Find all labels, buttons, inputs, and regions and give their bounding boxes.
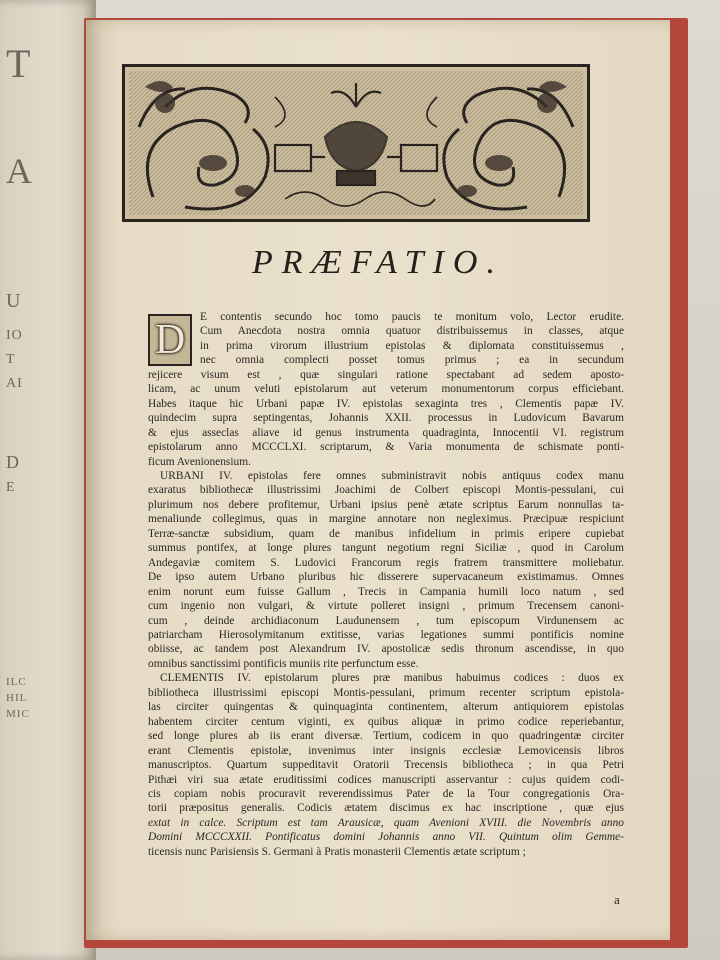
left-page-fragment: ILC xyxy=(6,676,27,688)
paragraph-lead: CLEMENTIS IV. xyxy=(160,672,251,685)
text-line-rest: epistolarum plures præ manibus habuimus codices : duos ex xyxy=(250,672,624,685)
text-line: cum ingenio non vulgari, & virtute polleret insigni , primum Trecensem canoni- xyxy=(148,600,624,613)
left-page xyxy=(0,0,96,960)
text-line xyxy=(148,469,624,483)
left-page-fragment: D xyxy=(6,452,20,472)
left-page-fragment: HIL xyxy=(6,692,28,704)
text-line: exaratus bibliothecæ illustrissimi Joachimi de Colbert episcopi Montis-pessulani, cui xyxy=(148,484,624,497)
text-line: rejicere visum est , quæ singulari ratione spectabant ad sedem aposto- xyxy=(148,368,624,381)
text-line: Terræ-sanctæ subsidium, quam de manibus infidelium in primis eripere cupiebat xyxy=(148,527,624,540)
text-line xyxy=(148,671,624,685)
text-line: in prima virorum illustrium epistolas & diplomata constituissemus , xyxy=(200,339,624,352)
text-line: cis copiam nobis procuravit reverendissimus Pater de la Tour congregationis Ora- xyxy=(148,787,624,800)
text-line: licam, ac unum veluti epistolarum aut veterum monumentorum corpus efficiebant. xyxy=(148,383,624,396)
paragraph-1 xyxy=(148,310,624,469)
text-line: extat in calce. Scriptum est tam Arausicæ, quam Avenioni XVIII. die Novembris anno xyxy=(148,816,624,829)
page-title: PRÆFATIO. xyxy=(252,244,504,281)
text-line: quindecim supra septingentas, Johannis XXII. processus in Ludovicum Bavarum xyxy=(148,412,624,425)
text-line: summus pontifex, at longe plures tangunt negotium regni Siciliæ , quod in Carolum xyxy=(148,542,624,555)
text-line: manuscriptos. Quartum suppeditavit Oratorii Trecensis bibliotheca ; in qua Petri xyxy=(148,759,624,772)
text-line: cum , deinde archidiaconum Laudunensem , tum episcopum Virdunensem ac xyxy=(148,614,624,627)
text-line: Cum Anecdota nostra omnia quatuor distribuissemus in classes, atque xyxy=(200,325,624,338)
text-line: Domini MCCCXXII. Pontificatus domini Johannis anno VII. Quintum olim Gemme- xyxy=(148,831,624,844)
text-line: sed longe plures ab iis erant diversæ. Tertium, codicem in quo quadringentæ circiter xyxy=(148,730,624,743)
preface-text xyxy=(148,310,624,859)
text-line: ticensis nunc Parisiensis S. Germani à Pratis monasterii Clementis ætate scriptum ; xyxy=(148,845,526,858)
left-page-fragment: T xyxy=(6,41,32,86)
text-line: epistolarum anno MCCCLXI. scriptarum, & Varia monumenta de schismate ponti- xyxy=(148,441,624,454)
text-line: Pithæi viri sua ætate eruditissimi codices manuscripti asservantur : cujus quidem codi- xyxy=(148,773,624,786)
paragraph-3 xyxy=(148,671,624,859)
text-line: bibliotheca illustrissimi episcopi Montis-pessulani, primum recenter scriptum epistola- xyxy=(148,686,624,699)
text-line: De ipso autem Urbano pluribus hic disserere supervacaneum existimamus. Omnes xyxy=(148,571,624,584)
book-page xyxy=(86,20,670,940)
text-line: ficum Avenionensium. xyxy=(148,455,251,468)
text-line: plurimum nos debere profitemur, Urbani ipsius penè ætate scriptus Earum nonnullas ta- xyxy=(148,498,624,511)
text-line: erant Clementis epistolæ, invenimus inter insignis ecclesiæ Lemovicensis libros xyxy=(148,744,624,757)
text-line: habentem circiter centum viginti, ex quibus aliquæ in primo codice reperiebantur, xyxy=(148,715,624,728)
ornamental-headpiece xyxy=(122,64,590,222)
left-page-fragment: MIC xyxy=(6,708,30,720)
text-line: menaliunde collegimus, quas in margine annotare non neglеximus. Præcipuæ respiciunt xyxy=(148,513,624,526)
left-page-fragment: A xyxy=(6,151,33,191)
text-line: Andegaviæ comitem S. Ludovici Francorum regis fratrem transmittere moliebatur. xyxy=(148,556,624,569)
initial-letter: D xyxy=(154,317,186,363)
signature-mark: a xyxy=(614,892,620,907)
left-page-fragment: AI xyxy=(6,376,23,391)
text-line: enim norunt eum fuisse Gallum , Trecis in Campania humili loco natum , sed xyxy=(148,585,624,598)
text-line: obiisse, ac tandem post Alexandrum IV. apostolicæ sedis thronum ascendisse, in quo xyxy=(148,643,624,656)
text-line: omnibus sanctissimi pontificis muniis rite perfunctum esse. xyxy=(148,657,419,670)
left-page-fragment: U xyxy=(6,290,22,312)
text-line: torii præpositus generalis. Codicis ætatem discimus ex hac inscriptione , quæ ejus xyxy=(148,802,624,815)
ornament-engraving xyxy=(125,67,587,219)
text-line: patriarcham Hierosolymitanum extitisse, varias legationes summi pontificis nomine xyxy=(148,628,624,641)
paragraph-2 xyxy=(148,469,624,671)
text-line: Habes itaque hic Urbani papæ IV. epistolas sexaginta tres , Clementis papæ IV. xyxy=(148,397,624,410)
text-line: & ejus asseclas aliave id genus instrumenta quadraginta, Innocentii VI. registrum xyxy=(148,426,624,439)
left-page-fragment: E xyxy=(6,480,16,495)
text-line-rest: epistolas fere omnes subministravit nobis antiquus codex manu xyxy=(232,469,624,482)
text-line: nec omnia complecti posset tomus primus ; ea in secundum xyxy=(200,354,624,367)
text-line: las circiter quingentas & quinquaginta continentem, alterum antiquiorem epistolas xyxy=(148,701,624,714)
left-page-fragment: IO xyxy=(6,328,23,343)
text-line: E contentis secundo hoc tomo paucis te monitum volo, Lector erudite. xyxy=(200,311,624,323)
paragraph-lead: URBANI IV. xyxy=(160,469,233,482)
left-page-fragment: T xyxy=(6,352,16,367)
